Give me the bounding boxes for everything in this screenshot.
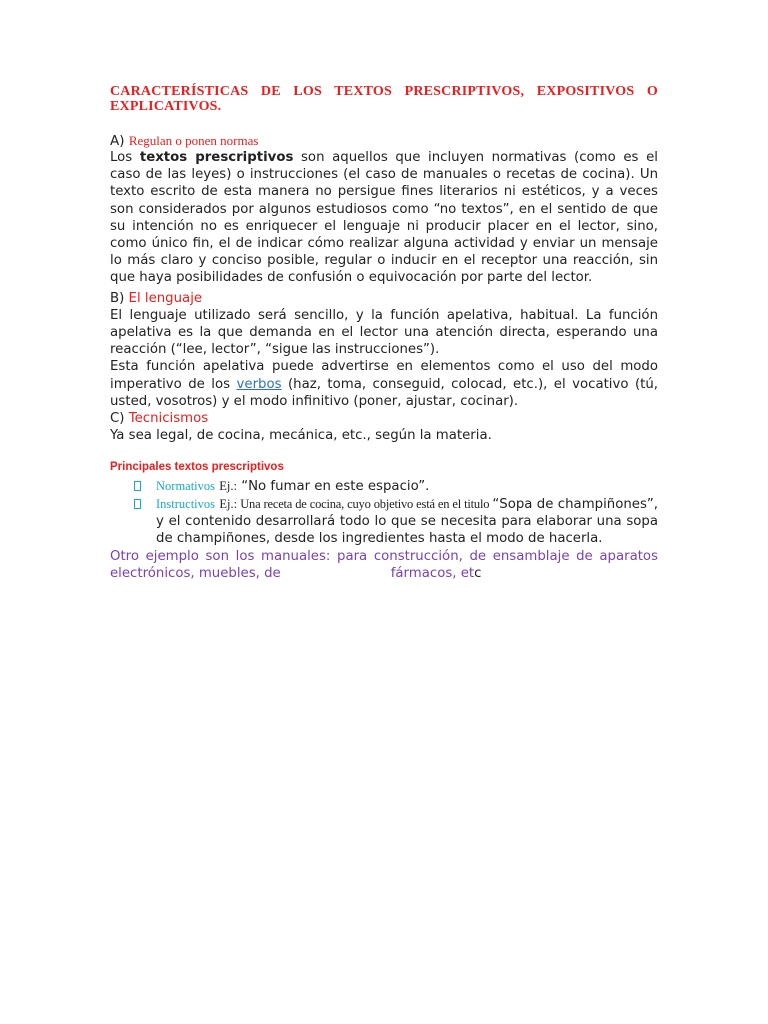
ej-label: Ej.: xyxy=(219,479,237,494)
section-b-paragraph-2 xyxy=(110,358,658,410)
section-b-title: El lenguaje xyxy=(128,290,203,306)
principales-list xyxy=(110,478,658,547)
otro-tail: c xyxy=(474,566,482,582)
ej-label: Ej.: xyxy=(219,496,238,511)
instructivos-serif-text: Una receta de cocina, cuyo objetivo está en el titulo xyxy=(237,496,493,511)
otro-part-2: fármacos, et xyxy=(390,566,475,582)
section-a-letter: A) xyxy=(110,133,125,149)
otro-part-1: Otro ejemplo son los manuales: para construcción, de ensamblaje de aparatos electrónicos, muebles, de xyxy=(110,549,658,582)
section-c-paragraph: Ya sea legal, de cocina, mecánica, etc., según la materia. xyxy=(110,428,492,444)
normativos-example: “No fumar en este espacio”. xyxy=(236,479,430,495)
section-b-p2-rest: (haz, toma, conseguid, colocad, etc.), el vocativo (tú, usted, vosotros) y el modo infinitivo (poner, ajustar, cocinar). xyxy=(110,376,658,409)
section-c-heading xyxy=(110,410,658,427)
principales-heading: Principales textos prescriptivos xyxy=(110,461,284,474)
document-title: CARACTERÍSTICAS DE LOS TEXTOS PRESCRIPTIVOS, EXPOSITIVOS O EXPLICATIVOS. xyxy=(110,84,658,114)
section-c-letter: C) xyxy=(110,411,125,427)
section-a-paragraph xyxy=(110,149,658,287)
section-a-rest: son aquellos que incluyen normativas (como es el caso de las leyes) o instrucciones (el caso de manuales o recetas de cocina). Un texto escrito de esta manera no persigue fines literarios ni estéticos, y a veces son considerados por algunos estudiosos como “no textos”, en el sentido de que su intención no es enriquecer el lenguaje ni producir placer en el lector, sino, como único fin, el de indicar cómo realizar alguna actividad y enviar un mensaje lo más claro y conciso posible, regular o inducir en el receptor una reacción, sin que haya posibilidades de confusión o equivocación por parte del lector. xyxy=(110,150,658,286)
category-normativos: Normativos xyxy=(156,479,216,494)
verbos-link[interactable]: verbos xyxy=(236,376,282,392)
section-b-heading xyxy=(110,290,658,307)
list-item-normativos xyxy=(110,478,658,495)
category-instructivos: Instructivos xyxy=(156,496,216,511)
section-a-heading xyxy=(110,134,658,148)
section-b-letter: B) xyxy=(110,290,125,306)
section-c-title: Tecnicismos xyxy=(128,411,209,427)
section-a-bold-term: textos prescriptivos xyxy=(139,150,294,165)
bullet-box-icon xyxy=(134,481,141,491)
section-a-title: Regulan o ponen normas xyxy=(128,133,259,148)
otro-ejemplo-paragraph xyxy=(110,548,658,582)
list-item-instructivos xyxy=(110,496,658,548)
section-b-p2-lead: Esta función apelativa puede advertirse en elementos como el uso del modo imperativo de los xyxy=(110,359,658,392)
section-b-paragraph-1: El lenguaje utilizado será sencillo, y la función apelativa, habitual. La función apelativa es la que demanda en el lector una atención directa, esperando una reacción (“lee, lector”, “sigue las instrucciones”). xyxy=(110,307,658,358)
section-a-lead: Los xyxy=(110,150,140,165)
bullet-box-icon xyxy=(134,499,141,509)
instructivos-example: “Sopa de champiñones”, y el contenido desarrollará todo lo que se necesita para elaborar una sopa de champiñones, desde los ingredientes hasta el modo de hacerla. xyxy=(156,496,658,547)
